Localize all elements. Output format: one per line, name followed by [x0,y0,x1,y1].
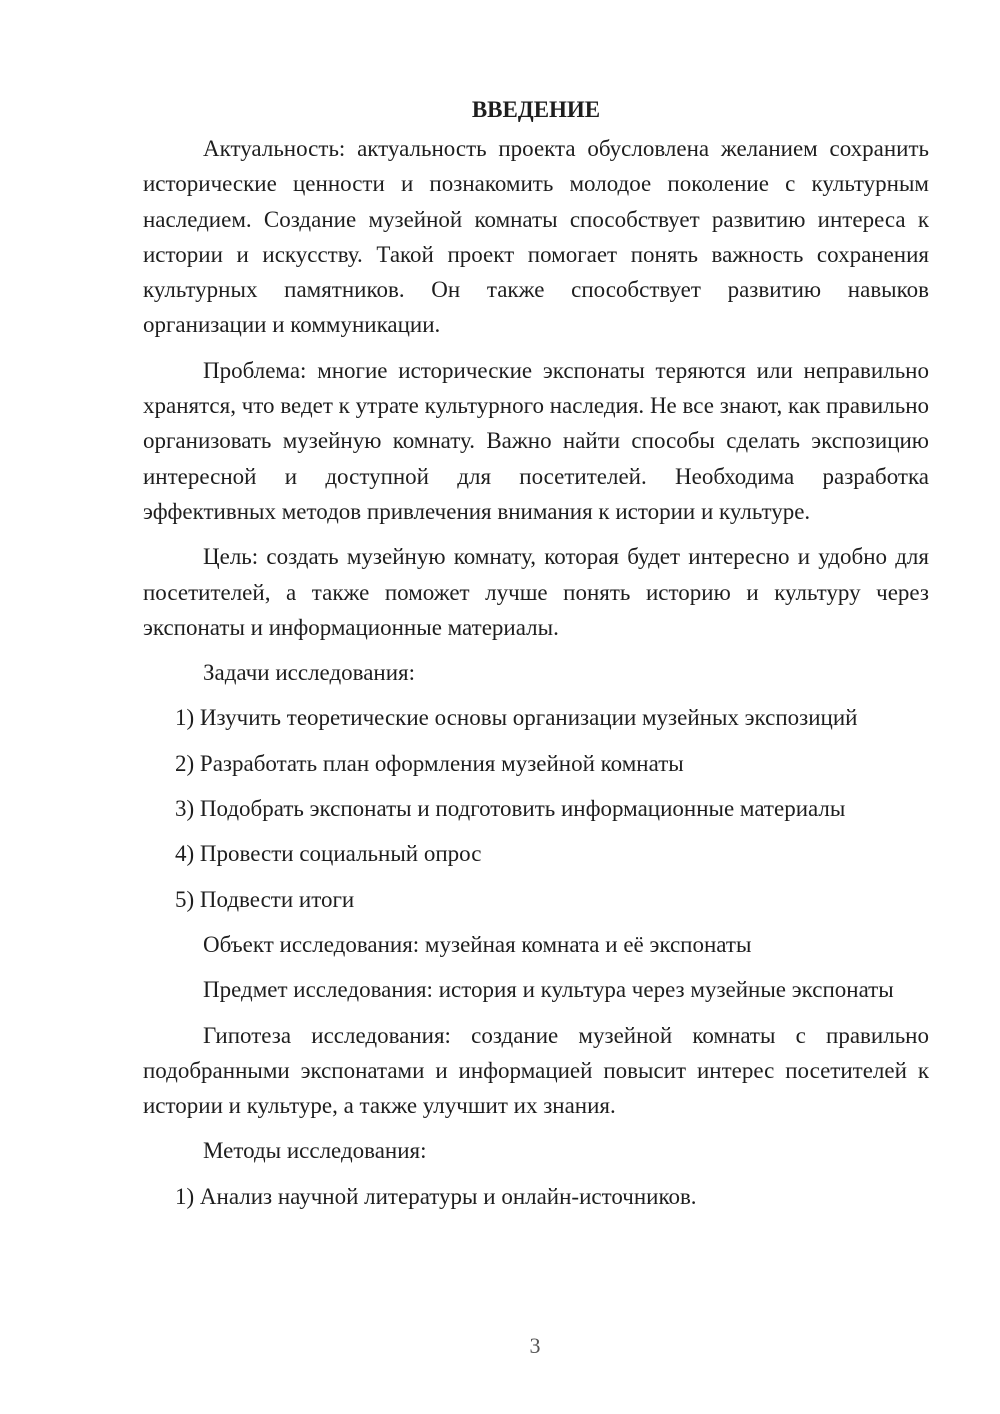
task-item: 2) Разработать план оформления музейной комнаты [175,750,684,776]
document-page [143,92,929,1224]
relevance-paragraph: Актуальность: актуальность проекта обусловлена желанием сохранить исторические ценности и познакомить молодое поколение с культурным наследием. Создание музейной комнаты способствует развитию интереса к истории и искусству. Такой проект помогает понять важность сохранения культурных памятников. Он также способствует развитию навыков организации и коммуникации. [143,136,929,338]
task-item: 5) Подвести итоги [175,886,355,912]
tasks-title: Задачи исследования: [203,660,416,686]
page-title: ВВЕДЕНИЕ [471,97,601,122]
task-item: 1) Изучить теоретические основы организации музейных экспозиций [175,705,858,731]
page-number: 3 [529,1333,541,1358]
method-item: 1) Анализ научной литературы и онлайн-источников. [175,1183,697,1209]
problem-paragraph: Проблема: многие исторические экспонаты теряются или неправильно хранятся, что ведет к утрате культурного наследия. Не все знают, как правильно организовать музейную комнату. Важно найти способы сделать экспозицию интересной и доступной для посетителей. Необходима разработка эффективных методов привлечения внимания к истории и культуре. [143,357,929,524]
task-item: 4) Провести социальный опрос [175,841,482,867]
task-item: 3) Подобрать экспонаты и подготовить информационные материалы [175,796,846,822]
methods-title: Методы исследования: [203,1138,427,1164]
object-line: Объект исследования: музейная комната и её экспонаты [203,931,752,957]
hypothesis-paragraph: Гипотеза исследования: создание музейной комнаты с правильно подобранными экспонатами и информацией повысит интерес посетителей к истории и культуре, а также улучшит их знания. [143,1022,929,1119]
goal-paragraph: Цель: создать музейную комнату, которая будет интересно и удобно для посетителей, а также поможет лучше понять историю и культуру через экспонаты и информационные материалы. [143,544,929,640]
subject-paragraph: Предмет исследования: история и культура через музейные экспонаты [203,977,894,1003]
